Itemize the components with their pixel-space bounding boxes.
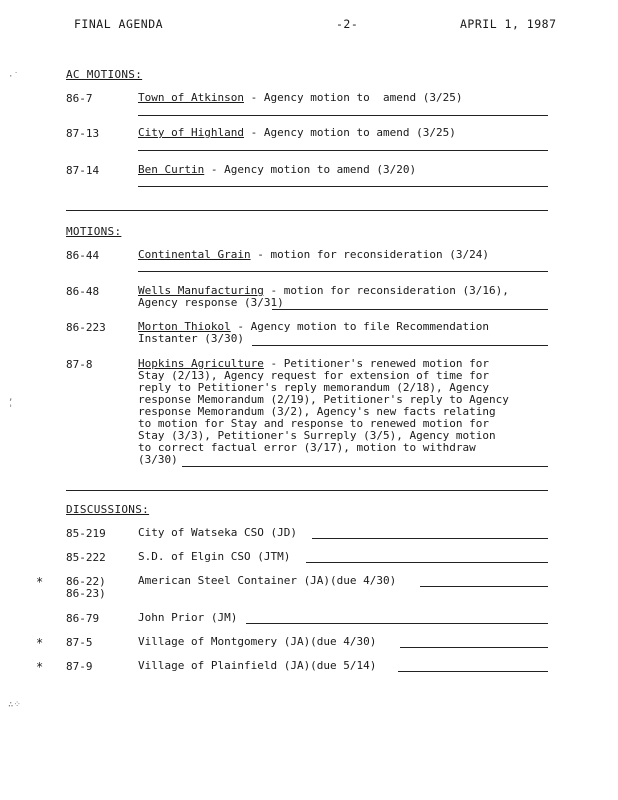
signature-rule xyxy=(138,186,548,187)
docket-number: 86-22) xyxy=(66,575,106,588)
item-description: - Agency motion to amend (3/20) xyxy=(204,163,417,176)
page-number: -2- xyxy=(336,17,359,31)
signature-rule xyxy=(400,647,548,648)
docket-number: 87-8 xyxy=(66,358,93,371)
docket-number: 86-79 xyxy=(66,612,100,625)
item-description: - Petitioner's renewed motion for xyxy=(263,357,490,370)
section-heading-discussions: DISCUSSIONS: xyxy=(66,503,150,516)
signature-rule xyxy=(252,345,548,346)
agenda-item-text xyxy=(138,249,548,261)
signature-rule xyxy=(182,466,548,467)
docket-number: 86-48 xyxy=(66,285,100,298)
section-heading-ac-motions: AC MOTIONS: xyxy=(66,68,143,81)
party-name: Wells Manufacturing xyxy=(138,284,264,297)
scan-speck: ·˙ xyxy=(8,72,19,82)
party-name: Morton Thiokol xyxy=(138,320,231,333)
docket-number: 86-223 xyxy=(66,321,106,334)
signature-rule xyxy=(398,671,548,672)
agenda-item-text xyxy=(138,92,548,104)
agenda-item-text-cont: response Memorandum (3/2), Agency's new facts relating xyxy=(138,405,496,418)
priority-asterisk: * xyxy=(36,575,44,589)
signature-rule xyxy=(306,562,548,563)
scan-speck: , xyxy=(8,393,14,403)
signature-rule xyxy=(138,271,548,272)
header-date: APRIL 1, 1987 xyxy=(460,17,557,31)
agenda-item-text: Village of Montgomery (JA)(due 4/30) xyxy=(138,635,377,648)
agenda-item-text xyxy=(138,127,548,139)
agenda-item-text-cont: to motion for Stay and response to renewed motion for xyxy=(138,417,489,430)
party-name: Ben Curtin xyxy=(138,163,205,176)
docket-number: 87-5 xyxy=(66,636,93,649)
agenda-item-text xyxy=(138,164,548,176)
party-name: Continental Grain xyxy=(138,248,251,261)
item-description: - motion for reconsideration (3/24) xyxy=(250,248,490,261)
signature-rule xyxy=(312,538,548,539)
party-name: Hopkins Agriculture xyxy=(138,357,264,370)
signature-rule xyxy=(272,309,548,310)
agenda-item-text-cont: Agency response (3/31) xyxy=(138,296,284,309)
docket-number: 87-14 xyxy=(66,164,100,177)
item-description: - Agency motion to amend (3/25) xyxy=(243,126,456,139)
agenda-item-text: Village of Plainfield (JA)(due 5/14) xyxy=(138,659,377,672)
signature-rule xyxy=(420,586,548,587)
docket-number: 85-219 xyxy=(66,527,106,540)
signature-rule xyxy=(138,150,548,151)
agenda-item-text-cont: Instanter (3/30) xyxy=(138,332,244,345)
agenda-item-text-cont: Stay (2/13), Agency request for extension of time for xyxy=(138,369,489,382)
header-title: FINAL AGENDA xyxy=(74,17,164,31)
docket-number: 87-13 xyxy=(66,127,100,140)
agenda-item-text-cont: (3/30) xyxy=(138,453,178,466)
scan-speck: ∴⁘ xyxy=(8,700,21,710)
section-divider xyxy=(66,210,548,211)
priority-asterisk: * xyxy=(36,636,44,650)
agenda-item-text-cont: response Memorandum (2/19), Petitioner's reply to Agency xyxy=(138,393,509,406)
signature-rule xyxy=(246,623,548,624)
party-name: City of Highland xyxy=(138,126,244,139)
agenda-item-text-cont: to correct factual error (3/17), motion to withdraw xyxy=(138,441,476,454)
agenda-item-text-cont: reply to Petitioner's reply memorandum (2/18), Agency xyxy=(138,381,489,394)
item-description: - motion for reconsideration (3/16), xyxy=(263,284,509,297)
item-description: - Agency motion to amend (3/25) xyxy=(243,91,463,104)
item-description: - Agency motion to file Recommendation xyxy=(230,320,489,333)
signature-rule xyxy=(138,115,548,116)
docket-number: 87-9 xyxy=(66,660,93,673)
docket-number: 86-7 xyxy=(66,92,93,105)
agenda-item-text: S.D. of Elgin CSO (JTM) xyxy=(138,550,291,563)
section-divider xyxy=(66,490,548,491)
priority-asterisk: * xyxy=(36,660,44,674)
agenda-item-text: American Steel Container (JA)(due 4/30) xyxy=(138,574,397,587)
docket-number: 85-222 xyxy=(66,551,106,564)
party-name: Town of Atkinson xyxy=(138,91,244,104)
docket-number-cont: 86-23) xyxy=(66,587,106,600)
agenda-item-text: City of Watseka CSO (JD) xyxy=(138,526,297,539)
section-heading-motions: MOTIONS: xyxy=(66,225,122,238)
docket-number: 86-44 xyxy=(66,249,100,262)
agenda-item-text-cont: Stay (3/3), Petitioner's Surreply (3/5), Agency motion xyxy=(138,429,496,442)
agenda-item-text: John Prior (JM) xyxy=(138,611,238,624)
scan-speck: ' xyxy=(8,404,14,414)
